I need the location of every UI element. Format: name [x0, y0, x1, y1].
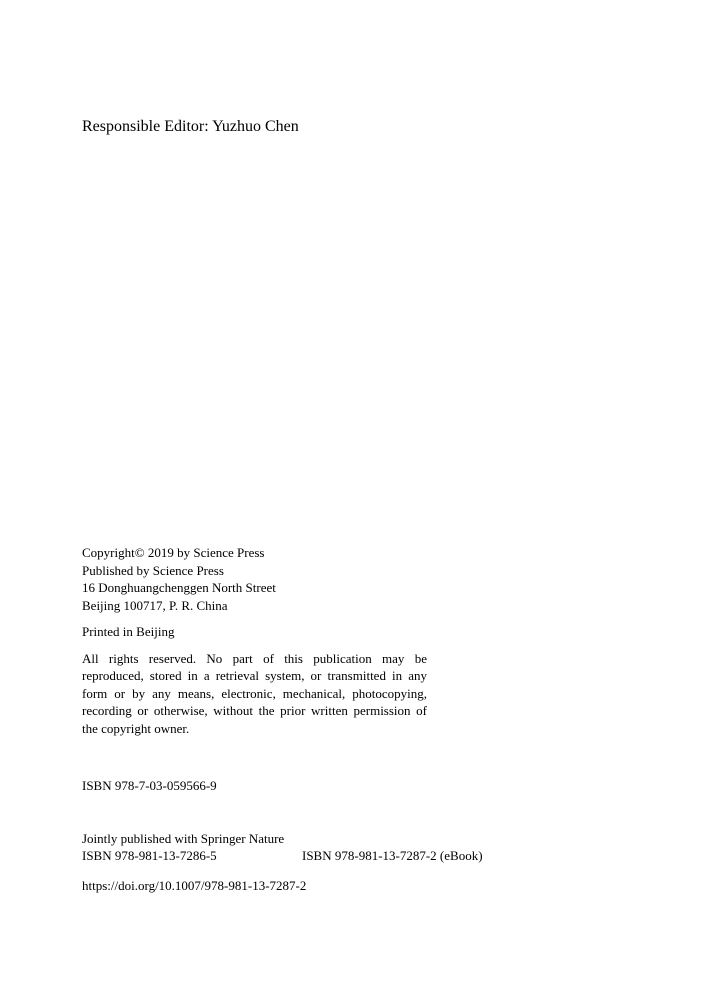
doi-link[interactable]: https://doi.org/10.1007/978-981-13-7287-2 [82, 878, 307, 893]
copyright-notice: Copyright© 2019 by Science Press [82, 545, 265, 560]
isbn-ebook: ISBN 978-981-13-7287-2 (eBook) [302, 848, 483, 863]
publisher-city: Beijing 100717, P. R. China [82, 598, 228, 614]
copyright-block [82, 544, 427, 737]
joint-publication-line: Jointly published with Springer Nature [82, 831, 285, 846]
isbn-hardcover: ISBN 978-981-13-7286-5 [82, 848, 217, 863]
responsible-editor: Responsible Editor: Yuzhuo Chen [82, 118, 299, 135]
rights-statement: All rights reserved. No part of this publication may be reproduced, stored in a retrieval system, or transmitted in any form or by any means, electronic, mechanical, photocopying, recording or otherwise, without the prior written permission of the copyright owner. [82, 650, 427, 736]
publisher-line: Published by Science Press [82, 562, 224, 578]
publisher-street: 16 Donghuangchenggen North Street [82, 580, 276, 596]
printed-in: Printed in Beijing [82, 623, 175, 639]
isbn-print: ISBN 978-7-03-059566-9 [82, 778, 217, 793]
